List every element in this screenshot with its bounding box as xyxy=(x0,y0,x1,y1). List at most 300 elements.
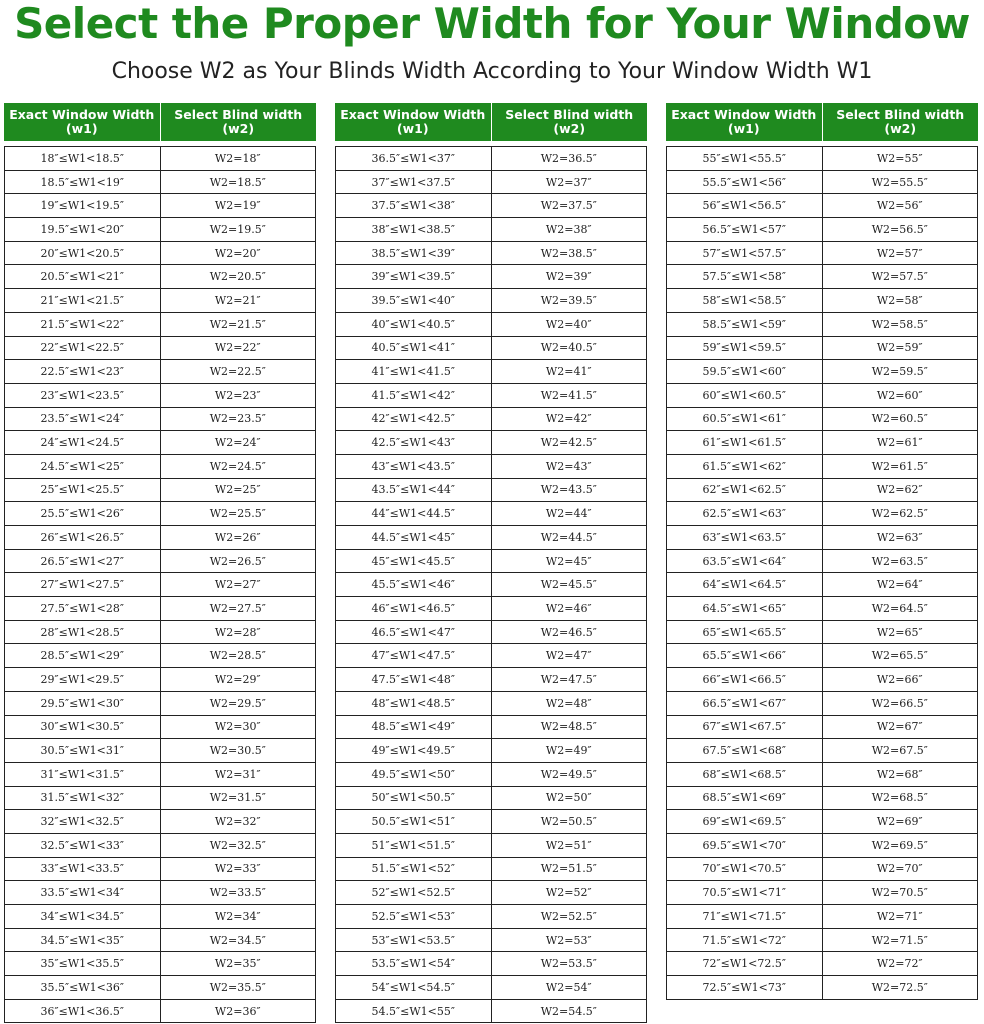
blind-width-cell: W2=68.5″ xyxy=(871,791,928,805)
blind-width-cell: W2=27″ xyxy=(214,578,261,592)
table-row xyxy=(5,242,315,266)
window-width-cell: 42″≤W1<42.5″ xyxy=(336,408,492,431)
window-width-cell: 31.5″≤W1<32″ xyxy=(5,787,161,810)
blind-width-cell: W2=18.5″ xyxy=(209,175,266,189)
window-width-cell: 28.5″≤W1<29″ xyxy=(5,644,161,667)
blind-width-cell: W2=43″ xyxy=(545,459,592,473)
table-row xyxy=(667,858,977,882)
blind-width-cell: W2=19.5″ xyxy=(209,222,266,236)
window-width-cell: 46″≤W1<46.5″ xyxy=(336,597,492,620)
blind-width-cell: W2=52″ xyxy=(545,886,592,900)
window-width-cell: 44″≤W1<44.5″ xyxy=(336,502,492,525)
table-row xyxy=(667,171,977,195)
width-table-2 xyxy=(335,103,647,1023)
table-header xyxy=(4,103,316,141)
window-width-cell: 70″≤W1<70.5″ xyxy=(667,858,823,881)
blind-width-cell: W2=67″ xyxy=(876,720,923,734)
table-row xyxy=(667,526,977,550)
table-row xyxy=(667,668,977,692)
table-row xyxy=(5,218,315,242)
table-row xyxy=(336,289,646,313)
window-width-cell: 66.5″≤W1<67″ xyxy=(667,692,823,715)
blind-width-cell: W2=25″ xyxy=(214,483,261,497)
window-width-cell: 44.5″≤W1<45″ xyxy=(336,526,492,549)
table-row xyxy=(336,597,646,621)
window-width-cell: 71″≤W1<71.5″ xyxy=(667,905,823,928)
blind-width-cell: W2=52.5″ xyxy=(540,909,597,923)
table-row xyxy=(667,763,977,787)
window-width-cell: 27.5″≤W1<28″ xyxy=(5,597,161,620)
blind-width-cell: W2=46″ xyxy=(545,601,592,615)
table-row xyxy=(336,905,646,929)
blind-width-cell: W2=33″ xyxy=(214,862,261,876)
window-width-cell: 21.5″≤W1<22″ xyxy=(5,313,161,336)
blind-width-cell: W2=72.5″ xyxy=(871,980,928,994)
blind-width-cell: W2=69.5″ xyxy=(871,838,928,852)
window-width-cell: 28″≤W1<28.5″ xyxy=(5,621,161,644)
blind-width-cell: W2=53.5″ xyxy=(540,957,597,971)
table-row xyxy=(336,621,646,645)
table-row xyxy=(5,692,315,716)
header-window-width xyxy=(335,103,492,141)
table-row xyxy=(5,1000,315,1024)
window-width-cell: 22″≤W1<22.5″ xyxy=(5,337,161,360)
blind-width-cell: W2=58″ xyxy=(876,293,923,307)
blind-width-cell: W2=49″ xyxy=(545,744,592,758)
window-width-cell: 39″≤W1<39.5″ xyxy=(336,265,492,288)
blind-width-cell: W2=68″ xyxy=(876,767,923,781)
window-width-cell: 49″≤W1<49.5″ xyxy=(336,739,492,762)
blind-width-cell: W2=34″ xyxy=(214,909,261,923)
table-row xyxy=(5,668,315,692)
blind-width-cell: W2=70.5″ xyxy=(871,886,928,900)
window-width-cell: 47″≤W1<47.5″ xyxy=(336,644,492,667)
table-row xyxy=(336,502,646,526)
window-width-cell: 65″≤W1<65.5″ xyxy=(667,621,823,644)
blind-width-cell: W2=72″ xyxy=(876,957,923,971)
table-row xyxy=(667,218,977,242)
table-row xyxy=(667,265,977,289)
table-row xyxy=(667,810,977,834)
window-width-cell: 58″≤W1<58.5″ xyxy=(667,289,823,312)
window-width-cell: 72.5″≤W1<73″ xyxy=(667,976,823,999)
blind-width-cell: W2=59″ xyxy=(876,341,923,355)
blind-width-cell: W2=28″ xyxy=(214,625,261,639)
blind-width-cell: W2=50″ xyxy=(545,791,592,805)
blind-width-cell: W2=63″ xyxy=(876,530,923,544)
table-row xyxy=(336,479,646,503)
blind-width-cell: W2=26.5″ xyxy=(209,554,266,568)
table-row xyxy=(336,644,646,668)
blind-width-cell: W2=45″ xyxy=(545,554,592,568)
header-blind-width-label: Select Blind width (w2) xyxy=(174,107,303,136)
window-width-cell: 62.5″≤W1<63″ xyxy=(667,502,823,525)
table-row xyxy=(336,194,646,218)
window-width-cell: 68.5″≤W1<69″ xyxy=(667,787,823,810)
blind-width-cell: W2=36″ xyxy=(214,1004,261,1018)
table-row xyxy=(5,881,315,905)
table-row xyxy=(5,952,315,976)
blind-width-cell: W2=56.5″ xyxy=(871,222,928,236)
table-row xyxy=(667,194,977,218)
window-width-cell: 67.5″≤W1<68″ xyxy=(667,739,823,762)
window-width-cell: 41.5″≤W1<42″ xyxy=(336,384,492,407)
window-width-cell: 50″≤W1<50.5″ xyxy=(336,787,492,810)
header-blind-width xyxy=(823,103,979,141)
table-row xyxy=(5,171,315,195)
window-width-cell: 45″≤W1<45.5″ xyxy=(336,550,492,573)
blind-width-cell: W2=40.5″ xyxy=(540,341,597,355)
window-width-cell: 52″≤W1<52.5″ xyxy=(336,881,492,904)
table-header xyxy=(666,103,978,141)
table-row xyxy=(336,313,646,337)
blind-width-cell: W2=45.5″ xyxy=(540,578,597,592)
window-width-cell: 70.5″≤W1<71″ xyxy=(667,881,823,904)
window-width-cell: 23″≤W1<23.5″ xyxy=(5,384,161,407)
blind-width-cell: W2=22.5″ xyxy=(209,365,266,379)
window-width-cell: 67″≤W1<67.5″ xyxy=(667,716,823,739)
window-width-cell: 61.5″≤W1<62″ xyxy=(667,455,823,478)
table-row xyxy=(667,787,977,811)
blind-width-cell: W2=28.5″ xyxy=(209,649,266,663)
window-width-cell: 69.5″≤W1<70″ xyxy=(667,834,823,857)
blind-width-cell: W2=23.5″ xyxy=(209,412,266,426)
table-row xyxy=(667,384,977,408)
blind-width-cell: W2=64″ xyxy=(876,578,923,592)
blind-width-cell: W2=19″ xyxy=(214,199,261,213)
blind-width-cell: W2=70″ xyxy=(876,862,923,876)
blind-width-cell: W2=65.5″ xyxy=(871,649,928,663)
blind-width-cell: W2=40″ xyxy=(545,317,592,331)
blind-width-cell: W2=48.5″ xyxy=(540,720,597,734)
window-width-cell: 33.5″≤W1<34″ xyxy=(5,881,161,904)
blind-width-cell: W2=35.5″ xyxy=(209,980,266,994)
header-blind-width-label: Select Blind width (w2) xyxy=(505,107,634,136)
window-width-cell: 45.5″≤W1<46″ xyxy=(336,573,492,596)
window-width-cell: 55″≤W1<55.5″ xyxy=(667,147,823,170)
blind-width-cell: W2=21.5″ xyxy=(209,317,266,331)
table-row xyxy=(336,218,646,242)
window-width-cell: 32.5″≤W1<33″ xyxy=(5,834,161,857)
table-row xyxy=(667,834,977,858)
table-row xyxy=(667,550,977,574)
table-row xyxy=(667,952,977,976)
blind-width-cell: W2=44.5″ xyxy=(540,530,597,544)
window-width-cell: 38″≤W1<38.5″ xyxy=(336,218,492,241)
window-width-cell: 68″≤W1<68.5″ xyxy=(667,763,823,786)
window-width-cell: 60″≤W1<60.5″ xyxy=(667,384,823,407)
table-row xyxy=(667,881,977,905)
blind-width-cell: W2=22″ xyxy=(214,341,261,355)
blind-width-cell: W2=20.5″ xyxy=(209,270,266,284)
table-row xyxy=(5,337,315,361)
blind-width-cell: W2=60″ xyxy=(876,388,923,402)
table-row xyxy=(336,384,646,408)
table-row xyxy=(336,573,646,597)
blind-width-cell: W2=58.5″ xyxy=(871,317,928,331)
blind-width-cell: W2=31.5″ xyxy=(209,791,266,805)
table-row xyxy=(5,479,315,503)
window-width-cell: 65.5″≤W1<66″ xyxy=(667,644,823,667)
table-row xyxy=(5,573,315,597)
blind-width-cell: W2=47.5″ xyxy=(540,672,597,686)
table-row xyxy=(667,360,977,384)
window-width-cell: 33″≤W1<33.5″ xyxy=(5,858,161,881)
table-row xyxy=(667,242,977,266)
window-width-cell: 30″≤W1<30.5″ xyxy=(5,716,161,739)
window-width-cell: 36″≤W1<36.5″ xyxy=(5,1000,161,1023)
window-width-cell: 66″≤W1<66.5″ xyxy=(667,668,823,691)
window-width-cell: 18″≤W1<18.5″ xyxy=(5,147,161,170)
blind-width-cell: W2=71″ xyxy=(876,909,923,923)
table-row xyxy=(5,408,315,432)
table-row xyxy=(5,384,315,408)
window-width-cell: 57″≤W1<57.5″ xyxy=(667,242,823,265)
table-row xyxy=(667,502,977,526)
window-width-cell: 22.5″≤W1<23″ xyxy=(5,360,161,383)
header-blind-width-label: Select Blind width (w2) xyxy=(836,107,965,136)
window-width-cell: 72″≤W1<72.5″ xyxy=(667,952,823,975)
table-row xyxy=(336,739,646,763)
window-width-cell: 60.5″≤W1<61″ xyxy=(667,408,823,431)
blind-width-cell: W2=35″ xyxy=(214,957,261,971)
window-width-cell: 27″≤W1<27.5″ xyxy=(5,573,161,596)
table-row xyxy=(5,550,315,574)
blind-width-cell: W2=30″ xyxy=(214,720,261,734)
table-body xyxy=(4,146,316,1023)
window-width-cell: 47.5″≤W1<48″ xyxy=(336,668,492,691)
table-body xyxy=(335,146,647,1023)
blind-width-cell: W2=30.5″ xyxy=(209,744,266,758)
blind-width-cell: W2=49.5″ xyxy=(540,767,597,781)
window-width-cell: 59″≤W1<59.5″ xyxy=(667,337,823,360)
blind-width-cell: W2=66.5″ xyxy=(871,696,928,710)
blind-width-cell: W2=57″ xyxy=(876,246,923,260)
blind-width-cell: W2=36.5″ xyxy=(540,151,597,165)
table-row xyxy=(5,502,315,526)
table-row xyxy=(336,431,646,455)
table-row xyxy=(5,905,315,929)
blind-width-cell: W2=71.5″ xyxy=(871,933,928,947)
width-table-1 xyxy=(4,103,316,1023)
window-width-cell: 55.5″≤W1<56″ xyxy=(667,171,823,194)
table-row xyxy=(336,952,646,976)
window-width-cell: 43″≤W1<43.5″ xyxy=(336,455,492,478)
table-row xyxy=(5,834,315,858)
blind-width-cell: W2=47″ xyxy=(545,649,592,663)
header-window-width-label: Exact Window Width (w1) xyxy=(340,107,486,136)
window-width-cell: 40.5″≤W1<41″ xyxy=(336,337,492,360)
window-width-cell: 26″≤W1<26.5″ xyxy=(5,526,161,549)
window-width-cell: 61″≤W1<61.5″ xyxy=(667,431,823,454)
blind-width-cell: W2=55.5″ xyxy=(871,175,928,189)
header-blind-width xyxy=(492,103,648,141)
window-width-cell: 43.5″≤W1<44″ xyxy=(336,479,492,502)
blind-width-cell: W2=21″ xyxy=(214,293,261,307)
blind-width-cell: W2=25.5″ xyxy=(209,507,266,521)
window-width-cell: 34.5″≤W1<35″ xyxy=(5,929,161,952)
blind-width-cell: W2=60.5″ xyxy=(871,412,928,426)
table-row xyxy=(336,692,646,716)
window-width-cell: 24″≤W1<24.5″ xyxy=(5,431,161,454)
table-row xyxy=(5,858,315,882)
blind-width-cell: W2=50.5″ xyxy=(540,815,597,829)
table-row xyxy=(5,360,315,384)
table-row xyxy=(336,1000,646,1024)
window-width-cell: 29.5″≤W1<30″ xyxy=(5,692,161,715)
blind-width-cell: W2=51.5″ xyxy=(540,862,597,876)
table-row xyxy=(5,976,315,1000)
blind-width-cell: W2=42″ xyxy=(545,412,592,426)
blind-width-cell: W2=38.5″ xyxy=(540,246,597,260)
blind-width-cell: W2=32″ xyxy=(214,815,261,829)
table-row xyxy=(336,976,646,1000)
window-width-cell: 41″≤W1<41.5″ xyxy=(336,360,492,383)
blind-width-cell: W2=32.5″ xyxy=(209,838,266,852)
table-row xyxy=(667,976,977,1000)
header-window-width xyxy=(666,103,823,141)
blind-width-cell: W2=55″ xyxy=(876,151,923,165)
table-body xyxy=(666,146,978,1000)
window-width-cell: 23.5″≤W1<24″ xyxy=(5,408,161,431)
blind-width-cell: W2=54.5″ xyxy=(540,1004,597,1018)
blind-width-cell: W2=64.5″ xyxy=(871,601,928,615)
table-row xyxy=(336,834,646,858)
window-width-cell: 48″≤W1<48.5″ xyxy=(336,692,492,715)
window-width-cell: 50.5″≤W1<51″ xyxy=(336,810,492,833)
blind-width-cell: W2=61″ xyxy=(876,436,923,450)
table-row xyxy=(5,147,315,171)
table-row xyxy=(5,313,315,337)
blind-width-cell: W2=62.5″ xyxy=(871,507,928,521)
window-width-cell: 63″≤W1<63.5″ xyxy=(667,526,823,549)
table-row xyxy=(336,763,646,787)
table-row xyxy=(667,573,977,597)
window-width-cell: 30.5″≤W1<31″ xyxy=(5,739,161,762)
window-width-cell: 49.5″≤W1<50″ xyxy=(336,763,492,786)
table-row xyxy=(667,455,977,479)
window-width-cell: 35.5″≤W1<36″ xyxy=(5,976,161,999)
table-row xyxy=(667,408,977,432)
window-width-cell: 69″≤W1<69.5″ xyxy=(667,810,823,833)
window-width-cell: 37.5″≤W1<38″ xyxy=(336,194,492,217)
blind-width-cell: W2=37″ xyxy=(545,175,592,189)
table-row xyxy=(336,455,646,479)
blind-width-cell: W2=33.5″ xyxy=(209,886,266,900)
window-width-cell: 34″≤W1<34.5″ xyxy=(5,905,161,928)
table-row xyxy=(5,431,315,455)
table-row xyxy=(336,360,646,384)
table-header xyxy=(335,103,647,141)
window-width-cell: 59.5″≤W1<60″ xyxy=(667,360,823,383)
blind-width-cell: W2=38″ xyxy=(545,222,592,236)
window-width-cell: 36.5″≤W1<37″ xyxy=(336,147,492,170)
table-row xyxy=(336,242,646,266)
window-width-cell: 53.5″≤W1<54″ xyxy=(336,952,492,975)
table-row xyxy=(5,621,315,645)
window-width-cell: 21″≤W1<21.5″ xyxy=(5,289,161,312)
blind-width-cell: W2=39″ xyxy=(545,270,592,284)
window-width-cell: 54.5″≤W1<55″ xyxy=(336,1000,492,1023)
blind-width-cell: W2=57.5″ xyxy=(871,270,928,284)
blind-width-cell: W2=53″ xyxy=(545,933,592,947)
table-row xyxy=(667,739,977,763)
width-table-3 xyxy=(666,103,978,1000)
blind-width-cell: W2=20″ xyxy=(214,246,261,260)
window-width-cell: 25″≤W1<25.5″ xyxy=(5,479,161,502)
table-row xyxy=(336,171,646,195)
blind-width-cell: W2=48″ xyxy=(545,696,592,710)
window-width-cell: 18.5″≤W1<19″ xyxy=(5,171,161,194)
blind-width-cell: W2=37.5″ xyxy=(540,199,597,213)
blind-width-cell: W2=26″ xyxy=(214,530,261,544)
window-width-cell: 37″≤W1<37.5″ xyxy=(336,171,492,194)
window-width-cell: 57.5″≤W1<58″ xyxy=(667,265,823,288)
table-row xyxy=(336,787,646,811)
table-row xyxy=(336,550,646,574)
window-width-cell: 31″≤W1<31.5″ xyxy=(5,763,161,786)
table-row xyxy=(667,147,977,171)
table-row xyxy=(5,526,315,550)
window-width-cell: 20″≤W1<20.5″ xyxy=(5,242,161,265)
page-subtitle: Choose W2 as Your Blinds Width According to Your Window Width W1 xyxy=(111,59,873,84)
window-width-cell: 58.5″≤W1<59″ xyxy=(667,313,823,336)
blind-width-cell: W2=69″ xyxy=(876,815,923,829)
blind-width-cell: W2=67.5″ xyxy=(871,744,928,758)
header-window-width xyxy=(4,103,161,141)
window-width-cell: 64.5″≤W1<65″ xyxy=(667,597,823,620)
table-row xyxy=(336,881,646,905)
window-width-cell: 56.5″≤W1<57″ xyxy=(667,218,823,241)
table-row xyxy=(336,337,646,361)
window-width-cell: 56″≤W1<56.5″ xyxy=(667,194,823,217)
blind-width-cell: W2=29″ xyxy=(214,672,261,686)
blind-width-cell: W2=41.5″ xyxy=(540,388,597,402)
window-width-cell: 51.5″≤W1<52″ xyxy=(336,858,492,881)
window-width-cell: 40″≤W1<40.5″ xyxy=(336,313,492,336)
window-width-cell: 71.5″≤W1<72″ xyxy=(667,929,823,952)
table-row xyxy=(5,929,315,953)
blind-width-cell: W2=61.5″ xyxy=(871,459,928,473)
window-width-cell: 42.5″≤W1<43″ xyxy=(336,431,492,454)
header-blind-width xyxy=(161,103,317,141)
header-window-width-label: Exact Window Width (w1) xyxy=(9,107,155,136)
blind-width-cell: W2=56″ xyxy=(876,199,923,213)
table-row xyxy=(5,265,315,289)
table-row xyxy=(336,265,646,289)
window-width-cell: 64″≤W1<64.5″ xyxy=(667,573,823,596)
table-row xyxy=(5,194,315,218)
window-width-cell: 24.5″≤W1<25″ xyxy=(5,455,161,478)
window-width-cell: 48.5″≤W1<49″ xyxy=(336,716,492,739)
table-row xyxy=(336,716,646,740)
table-row xyxy=(336,408,646,432)
table-row xyxy=(667,479,977,503)
table-row xyxy=(336,929,646,953)
blind-width-cell: W2=46.5″ xyxy=(540,625,597,639)
blind-width-cell: W2=29.5″ xyxy=(209,696,266,710)
window-width-cell: 29″≤W1<29.5″ xyxy=(5,668,161,691)
blind-width-cell: W2=39.5″ xyxy=(540,293,597,307)
window-width-cell: 39.5″≤W1<40″ xyxy=(336,289,492,312)
blind-width-cell: W2=66″ xyxy=(876,672,923,686)
blind-width-cell: W2=51″ xyxy=(545,838,592,852)
window-width-cell: 53″≤W1<53.5″ xyxy=(336,929,492,952)
page-title: Select the Proper Width for Your Window xyxy=(14,0,970,48)
window-width-cell: 38.5″≤W1<39″ xyxy=(336,242,492,265)
blind-width-cell: W2=43.5″ xyxy=(540,483,597,497)
window-width-cell: 54″≤W1<54.5″ xyxy=(336,976,492,999)
